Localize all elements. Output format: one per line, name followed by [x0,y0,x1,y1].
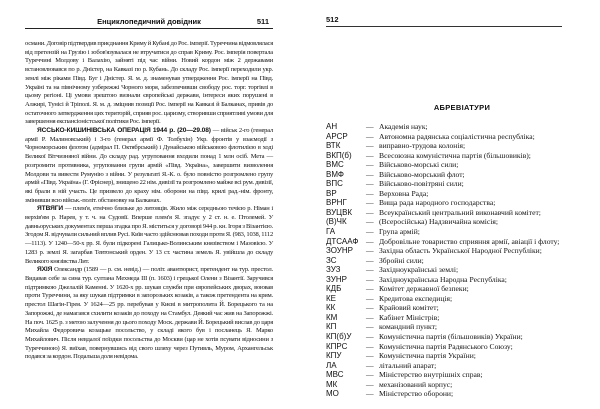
abbreviation-definition: Комуністична партія Радянського Союзу; [379,341,513,351]
abbreviation-definition: Добровільне товариство сприяння армії, авіації і флоту; [379,236,560,246]
entry-paragraph [25,266,273,362]
abbreviation-row [326,351,586,361]
abbreviation-definition: Всеукраїнський центральний виконавчий комітет; [379,207,541,217]
abbreviation: ВМС [326,160,344,170]
abbreviation-definition: виправно-трудова колонія; [379,141,466,151]
abbreviation-definition: Всесоюзна комуністична партія (більшовиків); [379,150,531,160]
abbreviation-row [326,132,586,142]
dash: — [366,303,374,313]
abbreviation: КП(б)У [326,332,352,342]
abbreviation-row [326,313,586,323]
dash: — [366,322,374,332]
dash: — [366,351,374,361]
dash: — [366,293,374,303]
dash: — [366,370,374,380]
abbreviation: КП [326,322,337,332]
dash: — [366,265,374,275]
abbreviation-row [326,389,586,399]
abbreviation-row [326,380,586,390]
abbreviation-definition: Комітет державної безпеки; [379,284,469,294]
running-header [326,15,562,27]
dash: — [366,217,374,227]
abbreviation-definition: Група армій; [379,227,420,237]
article-text [25,40,273,362]
abbreviation: ЗУНР [326,274,347,284]
dash: — [366,122,374,131]
right-page [300,0,600,409]
abbreviation: ВПС [326,179,343,189]
abbreviation: КДБ [326,284,342,294]
abbreviation-definition: Військово-повітряні сили; [379,179,464,189]
dash: — [366,332,374,342]
abbreviation-definition: Західноукраїнська Народна Республіка; [379,274,507,284]
abbreviation: АРСР [326,131,348,141]
abbreviation-definition: літальний апарат; [379,360,437,370]
abbreviation-definition: Міністерство внутрішніх справ; [379,370,483,380]
abbreviation-row [326,322,586,332]
dash: — [366,312,374,322]
dash: — [366,179,374,189]
abbreviation-definition: Кабінет Міністрів; [379,312,440,322]
abbreviation: ВТК [326,141,341,151]
paragraph-text: — плем'я, етнічно близьке до литовців. Жило між середньою течією р. Німан і верхів'ям р. Нарев, у т. ч. на Судовії. Вперше плем'я Я. згадує у 2 ст. н. е. Птолемей. У давньоруських документах перша згадка про Я. міститься у договорі 944 р. кн. Ігоря з Візантією. Згодом Я. відчували сильний вплив Русі. Київ часто здійснював походи проти Я. (983, 1038, 1112—1113). У 1240—50-х рр. Я. були підкорені Галицько-Волинським князівством і Мазовією. У 1283 р. землі Я. загарбав Тевтонський орден. У 13 ст. частина земель Я. увійшла до складу Великого князівства Лит. [25,205,273,265]
abbreviation-definition: Комуністична партія (більшовиків) України; [379,332,523,342]
headword: ЯССЬКО-КИШИНІВСЬКА ОПЕРАЦІЯ 1944 р. (20—29.08) [37,127,211,135]
abbreviation: МВС [326,370,344,380]
abbreviation-definition: Автономна радянська соціалістична республіка; [379,131,535,141]
paragraph-text: Олександр (1589 — р. см. невід.) — політ. авантюрист, претендент на тур. престол. Видавав себе за сина тур. султана Мехмеда III (п. 1603) і грецької Олени з Візантії. Заручився підтримкою Джелалій Каменні. У 1620-х рр. шукав служби при європейських дворах, воював проти Туреччини, за яку шукав підтримки в запорозьких козаків, а також претендента на крим. престол Шагін-Гірея. У 1624—25 рр. перебував у Києві в митрополита Й. Борецького та на Запорожжі, де намагався схилити козаків до походу на Стамбул. Деякий час жив на Запорожжі. На поч. 1625 р. з метою залучення до цього походу Моск. держави Й. Борецький вислав до царя Михайла Федоровича козацьке посольство, у складі якого був і посланець Я. Марко Михайлович. Після невдалої поїздки посольства до Москви (цар не хотів псувати відносини з Туреччиною) Я. виїхав, повернувшись від свого шляху через Путивль, Муром, Архангельськ подався за кордон. Подальша доля невідома. [25,266,273,361]
abbreviation: КК [326,303,336,313]
abbreviation-row [326,189,586,199]
page-number: 511 [256,17,269,26]
abbreviation: ЗС [326,255,337,265]
abbreviation-row [326,160,586,170]
abbreviation: ГА [326,227,336,237]
abbreviation-row [326,342,586,352]
dash: — [366,150,374,160]
paragraph [25,40,273,127]
abbreviation: ВРНГ [326,198,347,208]
abbreviation-row [326,332,586,342]
page-number: 512 [326,15,339,24]
abbreviation-row [326,361,586,371]
dash: — [366,255,374,265]
abbreviation-row [326,170,586,180]
abbreviation-definition: Збройні сили; [379,255,424,265]
abbreviation-definition: Академія наук; [379,122,428,131]
dash: — [366,141,374,151]
abbreviation-definition: Крайовий комітет; [379,303,439,313]
abbreviation-definition: Західна область Української Народної Республіки; [379,246,542,256]
abbreviation: МК [326,379,338,389]
entry-paragraph [25,127,273,205]
abbreviation-definition: Вища рада народного господарства; [379,198,496,208]
abbreviation: (В)ЧК [326,217,347,227]
dash: — [366,169,374,179]
abbreviation-row [326,294,586,304]
abbreviation-row [326,256,586,266]
abbreviation-row [326,237,586,247]
abbreviation-definition: Військово-морські сили; [379,160,459,170]
abbreviation-row [326,265,586,275]
abbreviation: ЗУЗ [326,265,341,275]
abbreviation-definition: Західноукраїнські землі; [379,265,459,275]
dash: — [366,188,374,198]
abbreviation-row [326,141,586,151]
abbreviation-list [326,122,586,399]
dash: — [366,236,374,246]
paragraph-text: — військ 2-го (генерал армії Р. Малиновський) і 3-го (генерал армії Ф. Толбухін) Укр. фронтів у взаємодії з Чорноморським флотом (адмірал П. Октябрський) і Дунайською військовою флотилією в ході Великої Вітчизняної війни. До складу рад. угруповання входили понад 1 млн осіб. Мета — розгромити противника, угруповання групи армій «Півд. Україна», завершити визволення Молдови та вивести Румунію з війни. У результаті Я.-К. о. було повністю розгромлено групу армій «Півд. Україна» (Г. Фріснер), знищено 22 нім. дивізії та розгромлено майже всі рум. дивізії, які брали в ній участь. Це призвело до краху нім. оборони на півд. крилі рад.-нім. фронту, змінивши всю військ.-політ. обстановку на Балканах. [25,127,273,204]
abbreviation-definition: Верховна Рада; [379,188,429,198]
abbreviation-row [326,208,586,218]
abbreviation-row [326,284,586,294]
abbreviation-definition: (Всеросійська) Надзвичайна комісія; [379,217,498,227]
entry-paragraph [25,205,273,266]
abbreviation-row [326,246,586,256]
dash: — [366,131,374,141]
abbreviation-row [326,179,586,189]
abbreviation-row [326,122,586,132]
abbreviation: ВКП(б) [326,150,352,160]
paragraph-text: османи. Договір підтвердив приєднання Криму й Кубані до Рос. імперії. Туреччина відмовлялася від претензій на Грузію і зобов'язувалася не втручатися до справ Криму. Рос. імперія повертала Туреччині Молдову і Валахію, зайняті під час війни. Новий кордон між 2 державами встановлювався по р. Дністер, на Кавказі по р. Кубань. До складу Рос. імперії переходили укр. землі між ріками Півд. Буг і Дністер. Я. м. д. знаменував утвердження Рос. імперії на Півд. Україні та на північному узбережжі Чорного моря, забезпечивши свободу рос. торг. торгівлі в цьому регіоні. Ці умови зрештою визнали європейські держави, інтереси яких порушені в Алжирі, Тунісі й Тріполі. Я. м. д. зміцнив позиції Рос. імперії на Кавказі й Балканах, привів до остаточного затвердження цих територій, сприяв рос. царизму, створивши сприятливі умови для завершення експансіоністської політики Рос. імперії. [25,40,273,126]
dash: — [366,198,374,208]
dash: — [366,284,374,294]
abbreviation: МО [326,389,339,399]
abbreviation: АН [326,122,338,131]
abbreviation-row [326,303,586,313]
abbreviation-row [326,370,586,380]
dash: — [366,227,374,237]
abbreviation: ЛА [326,360,337,370]
dash: — [366,246,374,256]
abbreviation-row [326,227,586,237]
abbreviation: КЕ [326,293,336,303]
dash: — [366,379,374,389]
abbreviation: ВР [326,188,337,198]
headword: ЯТВЯГИ [37,205,63,213]
abbreviation-definition: командний пункт; [379,322,438,332]
abbreviation: ВУЦВК [326,207,353,217]
section-title: АБРЕВІАТУРИ [433,103,491,112]
abbreviation-definition: механізований корпус; [379,379,453,389]
abbreviation-row [326,151,586,161]
dash: — [366,389,374,399]
dash: — [366,360,374,370]
abbreviation-row [326,217,586,227]
abbreviation: КПУ [326,351,342,361]
running-header [25,16,273,29]
running-title: Енциклопедичний довідник [97,17,201,26]
abbreviation-definition: Кредитова експедиція; [379,293,453,303]
abbreviation: ВМФ [326,169,344,179]
abbreviation: ЗОУНР [326,246,353,256]
headword: ЯХІЯ [37,266,53,274]
dash: — [366,160,374,170]
abbreviation-definition: Міністерство оборони; [379,389,454,399]
abbreviation: ДТСААФ [326,236,359,246]
dash: — [366,341,374,351]
abbreviation-row [326,198,586,208]
abbreviation-definition: Комуністична партія України; [379,351,476,361]
dash: — [366,274,374,284]
abbreviation: КМ [326,312,338,322]
abbreviation-definition: Військово-морський флот; [379,169,465,179]
abbreviation-row [326,275,586,285]
dash: — [366,207,374,217]
abbreviation: КПРС [326,341,348,351]
